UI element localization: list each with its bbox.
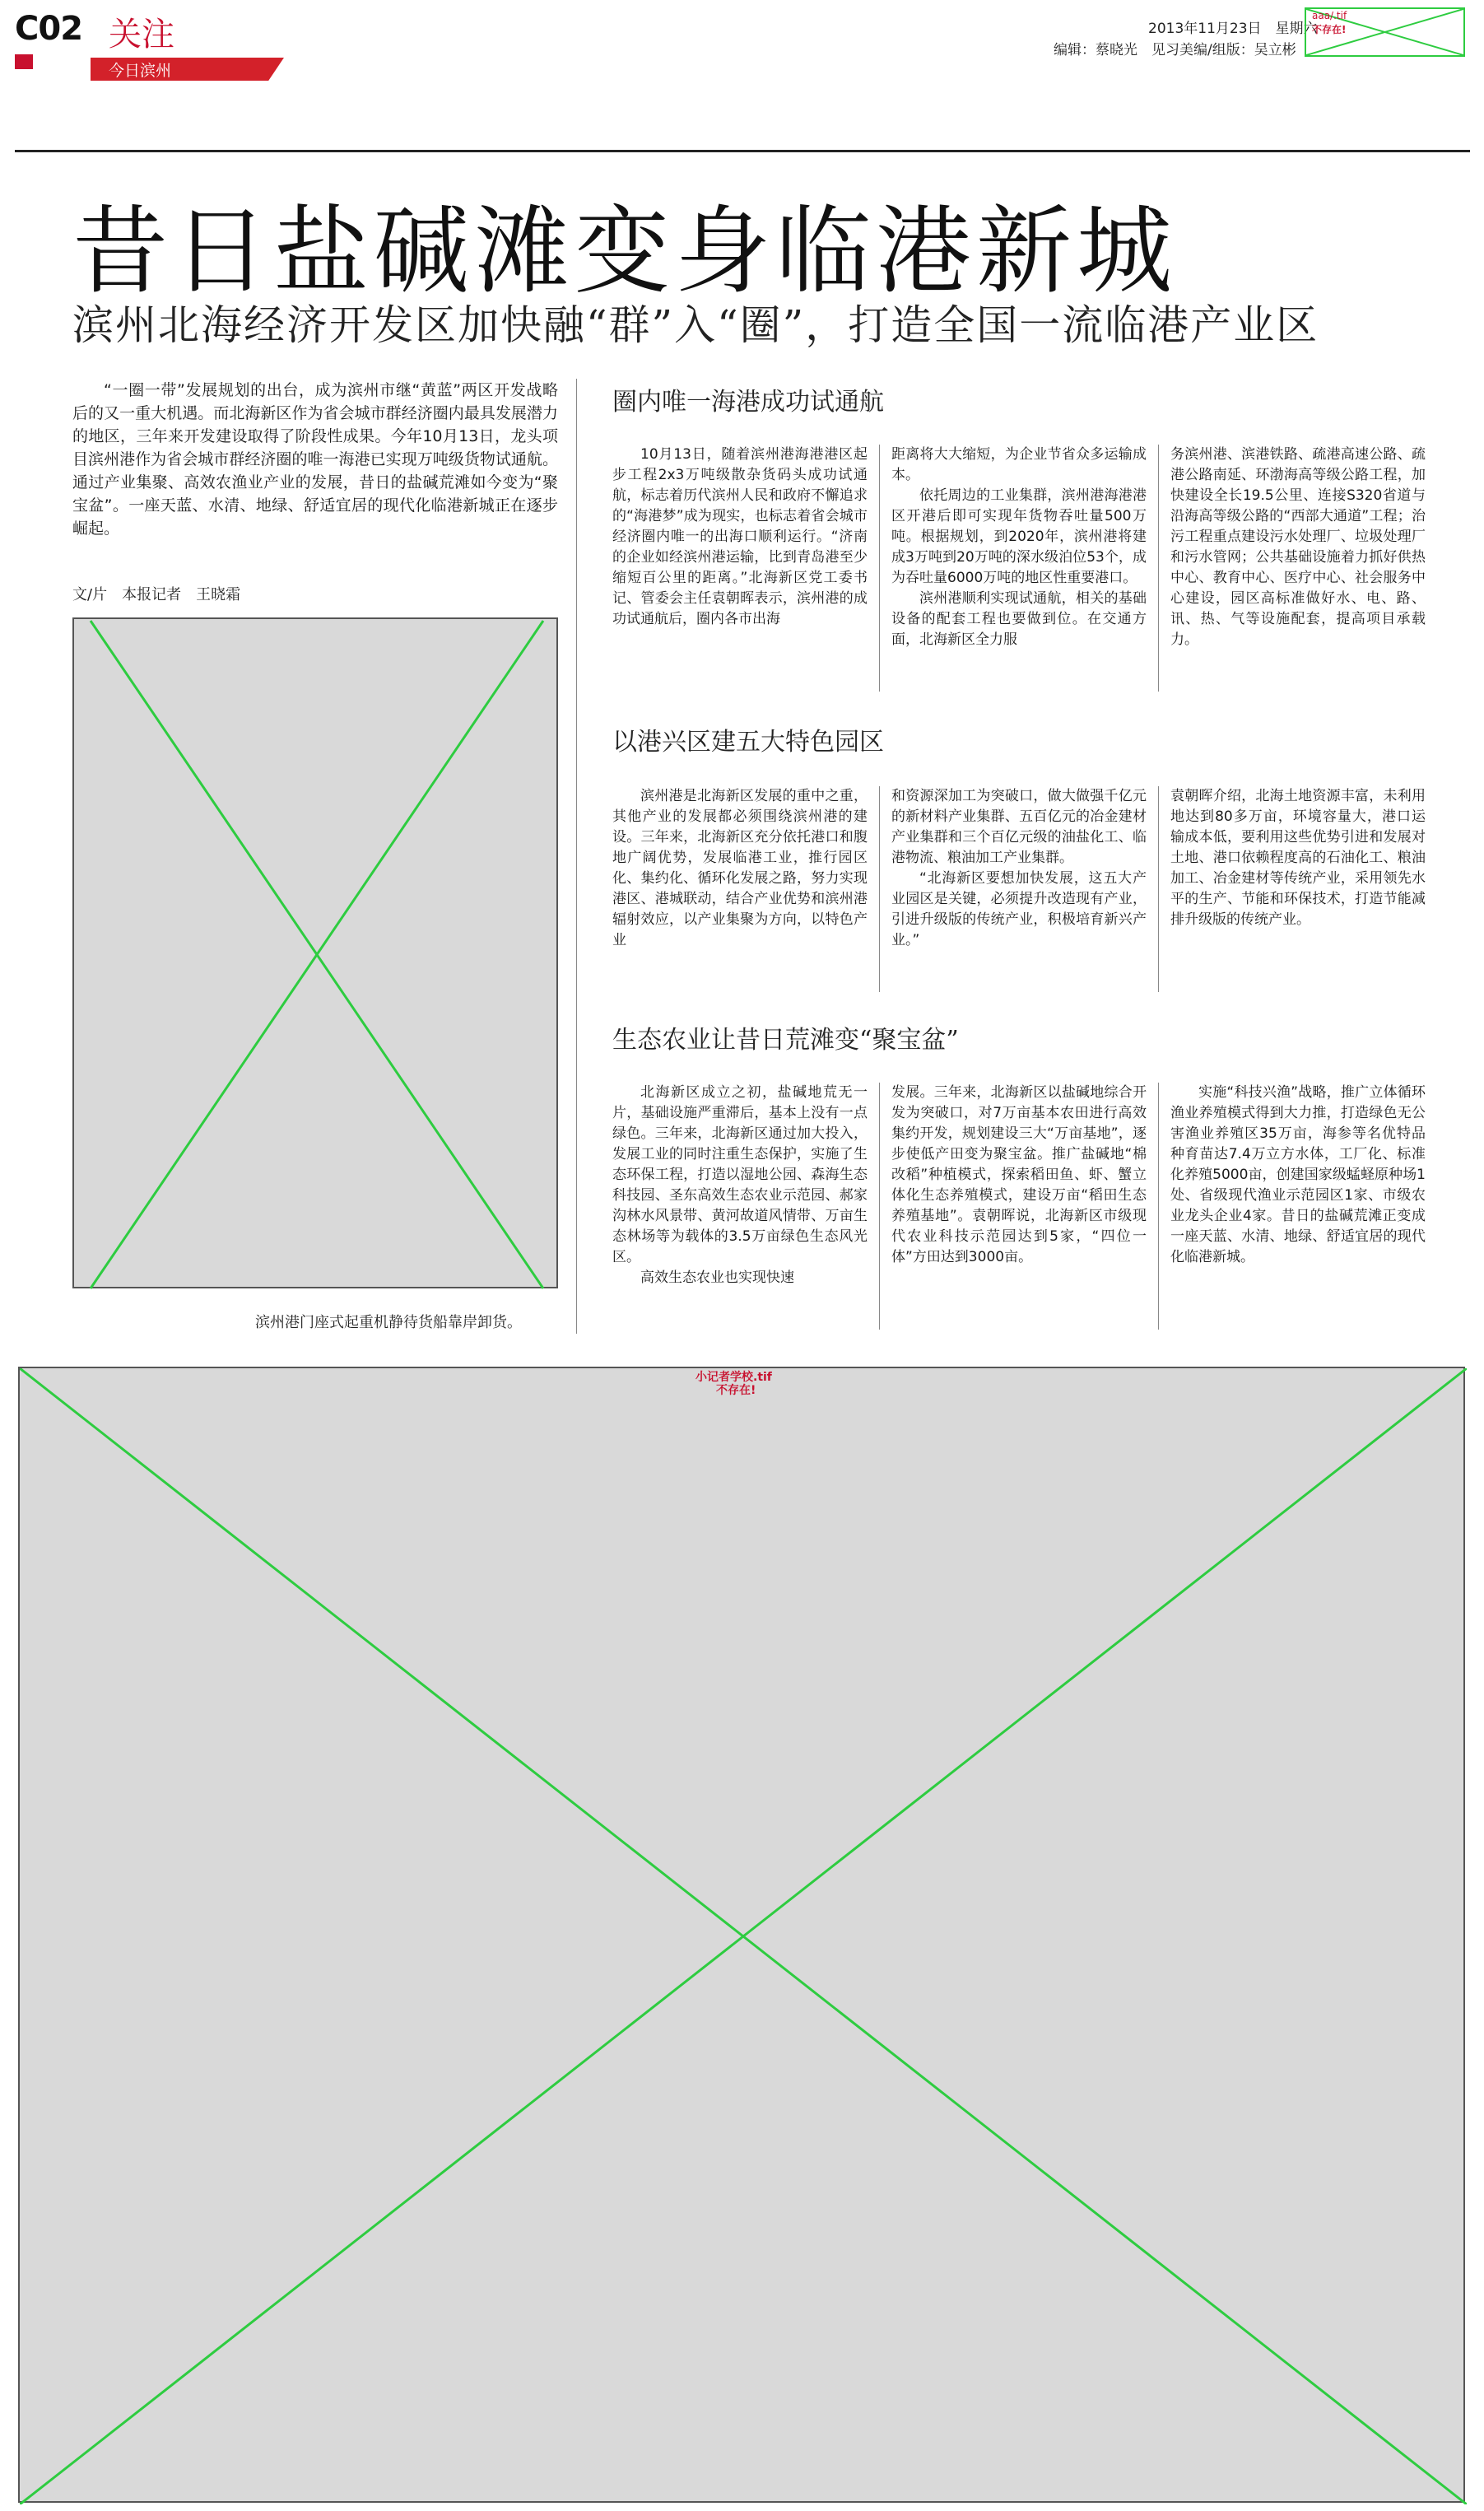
bottom-image-status: 不存在! (716, 1384, 756, 1397)
bottom-placeholder-cross-icon (20, 1368, 1467, 2504)
section-3-column-1: 北海新区成立之初，盐碱地荒无一片，基础设施严重滞后，基本上没有一点绿色。三年来，北海新区通过加大投入，发展工业的同时注重生态保护，实施了生态环保工程，打造以湿地公园、森海生态科技园、圣东高效生态农业示范园、郝家沟林水风景带、黄河故道风情带、万亩生态林场等为载体的3.5万亩绿色生态风光区。 高效生态农业也实现快速 (612, 1084, 868, 1286)
photo-placeholder-cross-icon (74, 619, 560, 1290)
column-divider (1158, 1083, 1159, 1330)
column-divider (879, 786, 880, 992)
subheadline: 滨州北海经济开发区加快融“群”入“圈”，打造全国一流临港产业区 (72, 301, 1319, 349)
section-3-column-2: 发展。三年来，北海新区以盐碱地综合开发为突破口，对7万亩基本农田进行高效集约开发，规划建设三大“万亩基地”，逐步使低产田变为聚宝盆。推广盐碱地“棉改稻”种植模式，探索稻田鱼、虾、蟹立体化生态养殖模式，建设万亩“稻田生态养殖基地”。袁朝晖说，北海新区市级现代农业科技示范园达到5家，“四位一体”方田达到3000亩。 (891, 1084, 1147, 1265)
column-divider (576, 379, 577, 1334)
section-3-column-3: 实施“科技兴渔”战略，推广立体循环渔业养殖模式得到大力推，打造绿色无公害渔业养殖区35万亩，海参等名优特品种育苗达7.4万立方水体，工厂化、标准化养殖5000亩，创建国家级蜢蛏原种场1处、省级现代渔业示范园区1家、市级农业龙头企业4家。昔日的盐碱荒滩正变成一座天蓝、水清、地绿、舒适宜居的现代化临港新城。 (1170, 1084, 1426, 1265)
missing-image-status: 不存在! (1312, 24, 1347, 35)
section-title: 关注 (109, 16, 174, 54)
header-accent-bar (15, 54, 33, 69)
header-rule (15, 150, 1470, 152)
byline: 文/片 本报记者 王晓霜 (72, 586, 241, 603)
section-2-column-3: 袁朝晖介绍，北海土地资源丰富，未利用地达到80多万亩，环境容量大，港口运输成本低，要利用这些优势引进和发展对土地、港口依赖程度高的石油化工、粮油加工、冶金建材等传统产业，采用领先水平的生产、节能和环保技术，打造节能减排升级版的传统产业。 (1170, 788, 1426, 928)
section-2-column-2: 和资源深加工为突破口，做大做强千亿元的新材料产业集群、五百亿元的冶金建材产业集群和三个百亿元级的油盐化工、临港物流、粮油加工产业集群。 “北海新区要想加快发展，这五大产业园区是关键，必须提升改造现有产业，引进升级版的传统产业，积极培育新兴产业。” (891, 788, 1147, 948)
column-divider (879, 445, 880, 692)
section-1-column-1: 10月13日，随着滨州港海港港区起步工程2x3万吨级散杂货码头成功试通航，标志着历代滨州人民和政府不懈追求的“海港梦”成为现实，也标志着省会城市经济圈内唯一的出海口顺利运行。“济南的企业如经滨州港运输，比到青岛港至少缩短百公里的距离。”北海新区党工委书记、管委会主任袁朝晖表示，滨州港的成功试通航后，圈内各市出海 (612, 446, 868, 627)
column-divider (1158, 445, 1159, 692)
section-2-column-1: 滨州港是北海新区发展的重中之重，其他产业的发展都必须围绕滨州港的建设。三年来，北海新区充分依托港口和腹地广阔优势，发展临港工业，推行园区化、集约化、循环化发展之路，努力实现港区、港城联动，结合产业优势和滨州港辐射效应，以产业集聚为方向，以特色产业 (612, 788, 868, 948)
section-1-column-2: 距离将大大缩短，为企业节省众多运输成本。 依托周边的工业集群，滨州港海港港区开港后即可实现年货物吞吐量500万吨。根据规划，到2020年，滨州港将建成3万吨到20万吨的深水级泊位53个，成为吞吐量6000万吨的地区性重要港口。 滨州港顺利实现试通航，相关的基础设备的配套工程也要做到位。在交通方面，北海新区全力服 (891, 446, 1147, 648)
bottom-image-placeholder (18, 1367, 1465, 2503)
column-divider (1158, 786, 1159, 992)
section-heading-3: 生态农业让昔日荒滩变“聚宝盆” (612, 1026, 959, 1055)
section-heading-2: 以港兴区建五大特色园区 (612, 728, 884, 757)
subsection-title: 今日滨州 (109, 62, 172, 80)
lead-paragraph: “一圈一带”发展规划的出台，成为滨州市继“黄蓝”两区开发战略后的又一重大机遇。而北海新区作为省会城市群经济圈内最具发展潜力的地区，三年来开发建设取得了阶段性成果。今年10月13日，龙头项目滨州港作为省会城市群经济圈的唯一海港已实现万吨级货物试通航。通过产业集聚、高效农渔业产业的发展，昔日的盐碱荒滩如今变为“聚宝盆”。一座天蓝、水清、地绿、舒适宜居的现代化临港新城正在逐步崛起。 (72, 381, 558, 538)
missing-image-filename: aaa/.tif (1312, 10, 1347, 21)
editor-credit: 编辑：蔡晓光 见习美编/组版：吴立彬 (1054, 42, 1296, 58)
section-heading-1: 圈内唯一海港成功试通航 (612, 388, 884, 417)
column-divider (879, 1083, 880, 1330)
article-photo (72, 617, 558, 1288)
bottom-image-filename: 小记者学校.tif (695, 1371, 772, 1384)
section-1-column-3: 务滨州港、滨港铁路、疏港高速公路、疏港公路南延、环渤海高等级公路工程，加快建设全长19.5公里、连接S320省道与沿海高等级公路的“西部大通道”工程；治污工程重点建设污水处理厂、垃圾处理厂和污水管网；公共基础设施着力抓好供热中心、教育中心、医疗中心、社会服务中心建设，园区高标准做好水、电、路、讯、热、气等设施配套，提高项目承载力。 (1170, 446, 1426, 648)
photo-caption: 滨州港门座式起重机静待货船靠岸卸货。 (255, 1314, 522, 1331)
page-number: C02 (15, 10, 83, 48)
headline: 昔日盐碱滩变身临港新城 (72, 196, 1177, 307)
issue-date: 2013年11月23日 星期六 (1148, 21, 1318, 37)
